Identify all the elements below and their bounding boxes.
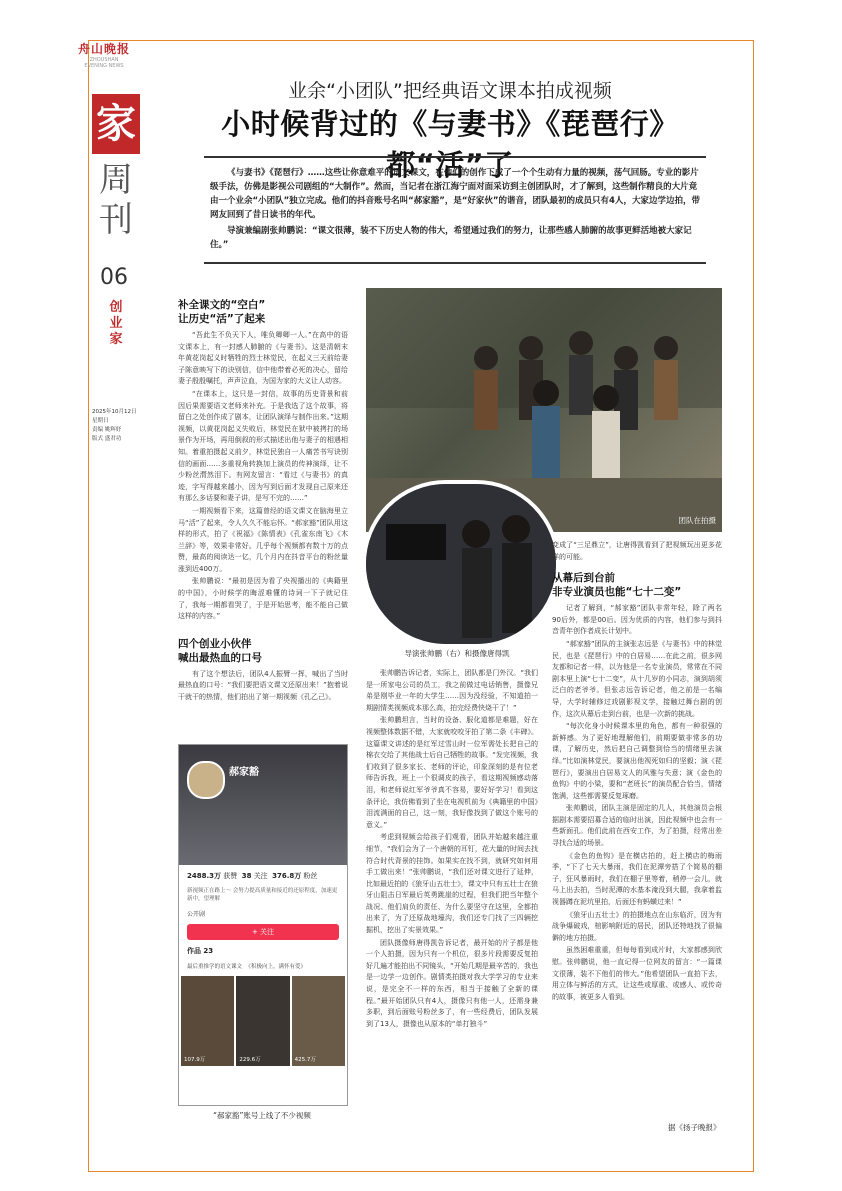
- follow-button[interactable]: + 关注: [187, 924, 339, 940]
- section-heading: 四个创业小伙伴 喊出最热血的口号: [178, 637, 262, 664]
- lede-paragraph: 《与妻书》《琵琶行》……这些让你意难平的语文课文，在他们的创作下成了一个个生动有力量的视频，荡气回肠。专业的影片级手法，仿佛是影视公司剧组的“大制作”。然而，当记者在浙江海宁面对面采访到主创团队时，才了解到，这些制作精良的大片竟由一个业余“小团队”独立完成。他们的抖音账号名叫“郝家豁”，是“好家伙”的谐音，团队最初的成员只有4人，大家边学边拍，带网友回到了昔日读书的年代。: [210, 168, 700, 220]
- zhoukan-label: 周刊: [99, 160, 133, 240]
- crew-photo-caption: 导演张帅鹏（右）和摄像唐得凯: [404, 649, 510, 658]
- paragraph: 《金色的鱼钩》是在横店拍的，赶上横店的梅雨季，“下了七天大暴雨，我们在泥潭旁搭了个简易的棚子，狂风暴雨时，我们在棚子里等着，稍停一会儿，就马上出去拍，当时泥潭的水基本淹没到大腿，我拿着监视器蹲在泥坑里拍，后面还有蚂蟥过来！”: [552, 851, 722, 907]
- section-label: 创业家: [109, 300, 123, 347]
- paragraph: 张帅鹏说，团队主演是固定的几人，其他演员会根据剧本需要招募合适的临时出演，因此视频中也会有一些新面孔。他们此前在西安工作，为了拍摄，经常出差寻找合适的场景。: [552, 804, 722, 848]
- works-count: 作品 23: [187, 947, 214, 955]
- playlist-tab[interactable]: 《积极向上，满怀有爱》: [245, 964, 307, 970]
- jia-logo: 家: [92, 94, 140, 154]
- video-thumb[interactable]: 229.6万: [236, 976, 289, 1066]
- headline: 小时候背过的《与妻书》《琵琶行》都“活”了: [221, 107, 679, 182]
- paragraph: 虽然困难重重，但每每看到成片时，大家都感到欣慰。张帅鹏说，他一直记得一位网友的留言：“一篇课文很薄，装不下他们的伟大。”他希望团队一直拍下去，用立体与鲜活的方式，让这些或厚重、或感人、或传奇的故事，被更多人看到。: [552, 946, 722, 1001]
- paragraph: 张帅鹏说：“最初是因为看了央视播出的《典籍里的中国》，小时候学的晦涩难懂的诗词一下子就记住了，我每一期都看哭了，于是开始思考，能不能自己做这样的内容。”: [178, 577, 348, 621]
- avatar: [187, 761, 225, 799]
- paragraph: “吾此生不负天下人，唯负卿卿一人。”在高中的语文课本上，有一封感人肺腑的《与妻书》。这是清朝末年黄花岗起义时牺牲的烈士林觉民，在起义三天前给妻子陈意映写下的诀别信，信中他带着必死的决心，留给妻子殷殷嘱托，声声泣血，为国为家的大义让人动容。: [178, 331, 348, 386]
- phone-caption: “郝家豁”账号上线了不少视频: [213, 1111, 311, 1120]
- lede: [204, 156, 706, 264]
- column-1: [178, 298, 348, 705]
- masthead-title: 舟山晚报: [78, 42, 131, 56]
- paragraph: 团队摄像师唐得凯告诉记者，最开始的片子都是他一个人拍摄，因为只有一个机位，很多片段需要反复拍好几遍才能拍出不同镜头，“开始几期是最辛苦的，我也是一边学一边创作。剧情类拍摄对我大学学习的专业来说，是完全不一样的东西，相当于接触了全新的课程。”最开始团队只有4人，摄像只有他一人，还需身兼多职，到后面账号粉丝多了，有一些经费后，团队发展到了13人，摄像也从原本的“单打独斗”: [366, 938, 538, 1028]
- paragraph: “每次化身小时候课本里的角色，都有一种很强的新鲜感。为了更好地理解他们，前期要做非常多的功课，了解历史，然后把自己调整到恰当的情绪里去演绎。”比如演林觉民，要演出他视死如归的坚毅；演《琵琶行》，要演出白居易文人的风雅与失意；演《金色的鱼钩》中的小梁，要和“老班长”的演员配合恰当，情绪饱满，这些都需要反复琢磨。: [552, 722, 722, 800]
- playlist-tab[interactable]: 最后重推学的语文课文: [187, 964, 243, 970]
- section-heading: 从幕后到台前 非专业演员也能“七十二变”: [552, 572, 682, 599]
- paragraph: 一期视频看下来，这篇曾经的语文课文在脑海里立马“活”了起来，令人久久不能忘怀。“郝家豁”团队用这样的形式，拍了《祝福》《陈情表》《孔雀东南飞》《木兰辞》等，效果非常好。几乎每个视频都有数十万的点赞，最高的阅读达一亿，几个月内在抖音平台的粉丝量涨到近400万。: [178, 506, 348, 573]
- page-number: 06: [100, 265, 128, 290]
- phone-screenshot: [178, 744, 348, 1106]
- section-heading: 补全课文的“空白” 让历史“活”了起来: [178, 299, 266, 325]
- bio: 新视频正在路上～ 会努力提高质量和接近的还原程度，加速更新中，望理解: [187, 888, 338, 902]
- video-thumb[interactable]: 425.7万: [292, 976, 345, 1066]
- video-grid: [181, 976, 345, 1066]
- stats-row: 2488.3万 获赞 38 关注 376.8万 粉丝: [187, 872, 318, 880]
- paragraph: 变成了“三足鼎立”，让唐得凯看到了把视频玩出更多花样的可能。: [552, 541, 722, 561]
- crew-photo: [362, 480, 560, 648]
- column-3: [552, 540, 722, 1004]
- source-credit: 据《扬子晚报》: [668, 1123, 721, 1132]
- paragraph: 记者了解到，“郝家豁”团队非常年轻，除了两名90后外，都是00后。因为优质的内容，他们参与到抖音青年创作者成长计划中。: [552, 604, 722, 636]
- date-info: [92, 408, 152, 444]
- paragraph: 张帅鹏坦言，当时的设备、服化道都是难题，好在视频整体数据不错，大家就咬咬牙拍了第二条《丰碑》。这篇课文讲述的是红军过雪山时一位军需处长把自己的棉衣交给了其他战士后自己牺牲的故事。“发完视频，我们收到了很多家长、老师的评论，印象深刻的是有位老师告诉我，班上一个很调皮的孩子，看这期视频感动落泪，和老师说红军爷爷真不容易，要好好学习！看到这条评论，我仿佛看到了坐在电视机前为《典籍里的中国》泪流满面的自己，这一刻，我好像找到了做这个账号的意义。”: [366, 716, 538, 829]
- masthead: [78, 40, 130, 69]
- date: 2025年10月12日: [92, 409, 137, 415]
- layout-credit: 版式 盛君功: [92, 436, 122, 442]
- video-thumb[interactable]: 107.9万: [181, 976, 234, 1066]
- masthead-en-2: EVENING NEWS: [84, 63, 124, 69]
- photo-caption: 团队在拍摄: [678, 516, 716, 525]
- paragraph: “郝家豁”团队的主演张志远是《与妻书》中的林觉民，也是《琵琶行》中的白居易……在此之前，很多网友都和记者一样，以为他是一名专业演员，常常在不同剧本里上演“七十二变”，从十几岁的小同志，演到胡须泛白的老爷爷。但张志远告诉记者，他之前是一名编导，大学时辅修过戏剧影视文学，接触过舞台剧的创作，这次从幕后走到台前，也是一次新的挑战。: [552, 639, 722, 718]
- paragraph: 《狼牙山五壮士》的拍摄地点在山东临沂，因为有战争爆破戏，棺影响附近的居民，团队还特地找了很偏僻的地方拍摄。: [552, 910, 722, 942]
- crew-photo-figures: [366, 484, 556, 644]
- kicker: 业余“小团队”把经典语文课本拍成视频: [288, 80, 612, 102]
- paragraph: 考虑到视频会给孩子们观看，团队并始越来越注重细节，“我们会为了一个唐朝的耳钉，花大量的时间去找符合时代背景的挂饰。如果实在找不到，就研究如何用手工做出来！”张帅鹏说，“我们还对课文进行了延伸，比如最近拍的《狼牙山五壮士》，课文中只有五壮士在狼牙山阻击日军最后英勇跳崖的过程，但我们把当年整个战况、他们肩负的责任、为什么要坚守在这里，全都拍出来了，为了还原战地壕沟，我们还专门找了三四辆挖掘机，挖出了实景效果。”: [366, 833, 538, 935]
- paragraph: “在课本上，这只是一封信，故事的历史背景和前因后果需要语文老师来补充。于是我选了这个故事，将留白之处创作成了剧本，让团队演绎与制作出来。”这期视频，以黄花岗起义失败后，林觉民在狱中被拷打的场景作为开场，再用倒叙的形式描述出他与妻子的相遇相知。着重拍摄起义前夕，林觉民独自一人痛苦书写诀别信的画面……多重视角转换加上演员的传神演绎，让不少粉丝潸然泪下。有网友留言：“看过《与妻书》的真迹，字写得越来越小，因为写到后面才发现自己原来还有那么多话要和妻子讲，是写不完的……”: [178, 389, 348, 503]
- account-name: 郝家豁: [229, 767, 259, 778]
- profile-header: [179, 745, 347, 865]
- weekday: 星期日: [92, 418, 109, 424]
- playlist-tabs: [187, 962, 339, 970]
- editor: 责编 姚辉妤: [92, 427, 122, 433]
- masthead-en-1: ZHOUSHAN: [89, 57, 119, 63]
- shelf-label: 公开剧: [187, 911, 206, 918]
- column-2: [366, 668, 538, 1031]
- paragraph: 张帅鹏告诉记者，实际上，团队都是门外汉。“我们是一所家电公司的员工，我之前做过电话销售，摄像兄弟是刚毕业一年的大学生……因为没经验，不知道拍一期剧情类视频成本那么高，拍完经费快烧干了！”: [366, 669, 538, 712]
- paragraph: 有了这个想法后，团队4人振臂一挥，喊出了当时最热血的口号：“我们要把语文课文还原出来！”抱着说干就干的热情，他们拍出了第一期视频《孔乙己》。: [178, 669, 348, 702]
- lede-paragraph: 导演兼编剧张帅鹏说：“课文很薄，装不下历史人物的伟大，希望通过我们的努力，让那些感人肺腑的故事更鲜活地被大家记住。”: [210, 226, 692, 250]
